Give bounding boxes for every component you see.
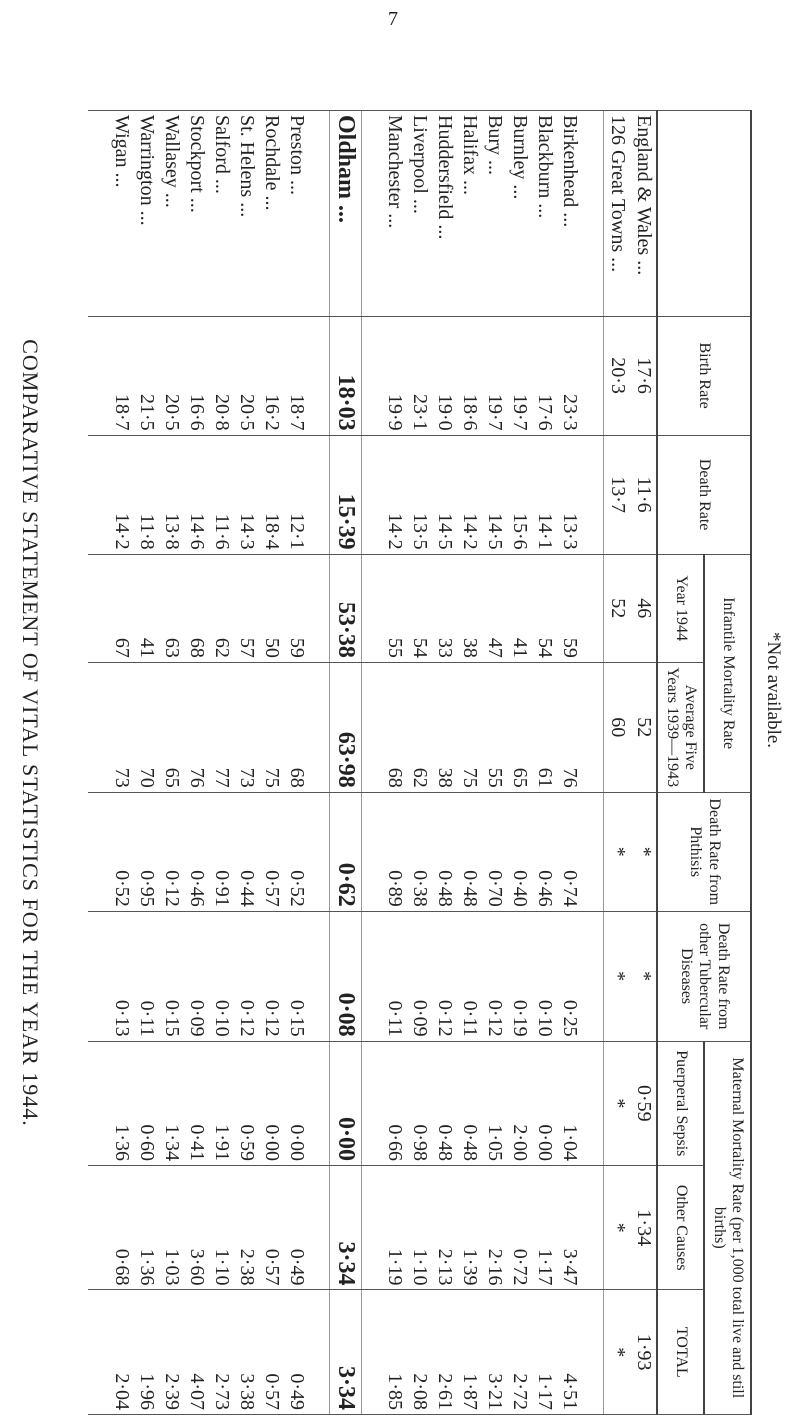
maternal-total-value-line: 2·04 — [110, 1373, 133, 1410]
maternal-total-value-line: 1·85 — [384, 1373, 407, 1410]
infant-year: 46 — [630, 554, 657, 662]
infant-year-value-line: 68 — [185, 637, 208, 658]
phthisis-rate-line: 0·74 — [559, 870, 582, 907]
infant-average-value-line: 61 — [534, 767, 557, 788]
header-infant-year: Year 1944 — [657, 554, 704, 662]
puerperal-sepsis-value-line: 0·41 — [185, 1124, 208, 1162]
puerperal-sepsis-value-line: 1·36 — [110, 1124, 133, 1162]
death-rate: 13·7 — [603, 435, 630, 554]
birth-rate-line: 23·1 — [409, 393, 432, 431]
tubercular-rate-line: 0·12 — [434, 999, 457, 1037]
maternal-total-values — [361, 1290, 603, 1415]
birth-rate-line: 23·3 — [559, 393, 582, 431]
puerperal-sepsis: 0·00 — [330, 1041, 362, 1165]
place-name-line: Salford ... — [210, 115, 233, 194]
place-name-line: Wallasey ... — [160, 115, 183, 208]
footnote-text: *Not available. — [763, 631, 784, 749]
phthisis-rate: * — [630, 792, 657, 911]
infant-average: 52 — [630, 662, 657, 792]
other-causes-value-line: 1·39 — [459, 1248, 482, 1286]
place-name-line: Bury ... — [484, 115, 507, 175]
tubercular-rate-line: 0·09 — [185, 999, 208, 1037]
maternal-total-value-line: 4·51 — [559, 1373, 582, 1410]
death-rate-line: 11·6 — [210, 513, 233, 550]
birth-rate-line: 19·7 — [484, 393, 507, 431]
infant-average-value-line: 75 — [260, 767, 283, 788]
tubercular-rate-line: 0·09 — [409, 999, 432, 1037]
maternal-total-value-line: 3·38 — [235, 1373, 258, 1410]
phthisis-rate: * — [603, 792, 630, 911]
infant-year-value-line: 55 — [384, 637, 407, 658]
death-rate-line: 13·5 — [409, 512, 432, 550]
death-rates — [88, 435, 330, 554]
place-name: 126 Great Towns ... — [603, 111, 630, 317]
phthisis-rate-line: 0·52 — [285, 870, 308, 907]
infant-year-value-line: 57 — [235, 637, 258, 658]
table-row-group-1 — [361, 111, 603, 1415]
maternal-total-value-line: 0·49 — [285, 1373, 308, 1410]
header-infant-average: Average Five Years 1939—1943 — [657, 662, 704, 792]
tubercular-rates — [88, 911, 330, 1041]
tubercular-rate: * — [630, 911, 657, 1041]
maternal-total-value-line: 1·87 — [459, 1373, 482, 1410]
other-causes-values — [88, 1166, 330, 1290]
death-rate-line: 14·2 — [110, 512, 133, 550]
maternal-total-value-line: 1·17 — [534, 1373, 557, 1410]
tubercular-rate-line: 0·10 — [534, 999, 557, 1037]
header-death-rate: Death Rate — [657, 435, 751, 554]
puerperal-sepsis-value-line: 0·48 — [434, 1124, 457, 1162]
place-name-line: Halifax ... — [459, 115, 482, 195]
phthisis-rate-line: 0·46 — [185, 870, 208, 907]
place-name-line: Wigan ... — [110, 115, 133, 188]
phthisis-rate-line: 0·95 — [135, 870, 158, 907]
maternal-total-value-line: 2·39 — [160, 1373, 183, 1410]
infant-average-value-line: 70 — [135, 767, 158, 788]
birth-rate: 18·03 — [330, 316, 362, 435]
other-causes-value-line: 1·03 — [160, 1248, 183, 1286]
other-causes-value-line: 3·60 — [185, 1248, 208, 1286]
birth-rate-line: 20·8 — [210, 393, 233, 431]
infant-average-value-line: 73 — [110, 767, 133, 788]
puerperal-sepsis-value-line: 0·00 — [285, 1124, 308, 1162]
death-rate-line: 14·6 — [185, 512, 208, 550]
maternal-total-value-line: 1·96 — [135, 1373, 158, 1410]
place-names — [88, 111, 330, 317]
header-infantile-mortality: Infantile Mortality Rate — [704, 554, 751, 792]
other-causes-values — [361, 1166, 603, 1290]
infant-average-value-line: 65 — [160, 767, 183, 788]
infant-year: 52 — [603, 554, 630, 662]
place-names — [361, 111, 603, 317]
maternal-total-values — [88, 1290, 330, 1415]
birth-rates — [88, 316, 330, 435]
infant-average-value-line: 68 — [384, 767, 407, 788]
other-causes-value-line: 1·36 — [135, 1248, 158, 1286]
phthisis-rate-line: 0·38 — [409, 870, 432, 907]
other-causes-value-line: 2·38 — [235, 1248, 258, 1286]
tubercular-rate-line: 0·25 — [559, 999, 582, 1037]
maternal-total-value-line: 2·72 — [509, 1373, 532, 1410]
phthisis-rate-line: 0·46 — [534, 870, 557, 907]
table-row-national-2 — [603, 111, 630, 1415]
other-causes-value-line: 0·72 — [509, 1248, 532, 1286]
infant-year-value-line: 50 — [260, 637, 283, 658]
birth-rate-line: 16·6 — [185, 393, 208, 431]
other-causes-value-line: 1·10 — [210, 1248, 233, 1286]
death-rate-line: 18·4 — [260, 512, 283, 550]
phthisis-rate-line: 0·44 — [235, 870, 258, 907]
maternal-total-value-line: 2·73 — [210, 1373, 233, 1410]
death-rate-line: 14·3 — [235, 512, 258, 550]
puerperal-sepsis-value-line: 2·00 — [509, 1124, 532, 1162]
phthisis-rate-line: 0·89 — [384, 870, 407, 907]
infant-average-value-line: 73 — [235, 767, 258, 788]
death-rate-line: 14·5 — [434, 512, 457, 550]
place-name-line: Burnley ... — [509, 115, 532, 200]
rotated-table-wrapper — [88, 110, 752, 1415]
puerperal-sepsis-value-line: 0·66 — [384, 1124, 407, 1162]
puerperal-sepsis-value-line: 1·91 — [210, 1124, 233, 1162]
tubercular-rate-line: 0·12 — [484, 999, 507, 1037]
header-other-causes: Other Causes — [657, 1166, 704, 1290]
death-rate-line: 14·1 — [534, 512, 557, 550]
tubercular-rate-line: 0·11 — [384, 1000, 407, 1037]
birth-rate-line: 20·5 — [235, 393, 258, 431]
infant-average-value-line: 65 — [509, 767, 532, 788]
tubercular-rate: 0·08 — [330, 911, 362, 1041]
maternal-total: 1·93 — [630, 1290, 657, 1415]
place-name-line: Warrington ... — [135, 115, 158, 226]
puerperal-sepsis-value-line: 0·48 — [459, 1124, 482, 1162]
puerperal-sepsis-value-line: 0·00 — [260, 1124, 283, 1162]
phthisis-rates — [361, 792, 603, 911]
death-rate-line: 12·1 — [285, 512, 308, 550]
page-title-text: COMPARATIVE STATEMENT OF VITAL STATISTICS FOR THE YEAR 1944. — [18, 339, 43, 1127]
header-puerperal-sepsis: Puerperal Sepsis — [657, 1041, 704, 1165]
tubercular-rate-line: 0·13 — [110, 999, 133, 1037]
infant-year-value-line: 41 — [509, 637, 532, 658]
tubercular-rate-line: 0·12 — [260, 999, 283, 1037]
phthisis-rate: 0·62 — [330, 792, 362, 911]
infant-average-value-line: 77 — [210, 767, 233, 788]
maternal-total-value-line: 4·07 — [185, 1373, 208, 1410]
vital-statistics-table — [88, 110, 752, 1415]
birth-rate-line: 19·7 — [509, 393, 532, 431]
other-causes-value-line: 1·17 — [534, 1248, 557, 1286]
tubercular-rate-line: 0·19 — [509, 999, 532, 1037]
birth-rate-line: 21·5 — [135, 393, 158, 431]
death-rate-line: 15·6 — [509, 512, 532, 550]
puerperal-sepsis: * — [603, 1041, 630, 1165]
place-name-line: Manchester ... — [384, 115, 407, 229]
birth-rate-line: 19·0 — [434, 393, 457, 431]
maternal-total-value-line: 2·61 — [434, 1373, 457, 1410]
puerperal-sepsis-values — [361, 1041, 603, 1165]
header-maternal-mortality: Maternal Mortality Rate (per 1,000 total live and still births) — [704, 1041, 751, 1414]
infant-year: 53·38 — [330, 554, 362, 662]
puerperal-sepsis-value-line: 1·04 — [559, 1124, 582, 1162]
death-rate-line: 13·8 — [160, 512, 183, 550]
place-name-oldham: Oldham ... — [330, 111, 362, 317]
puerperal-sepsis-value-line: 0·98 — [409, 1124, 432, 1162]
tubercular-rate-line: 0·12 — [235, 999, 258, 1037]
place-name-line: Birkenhead ... — [559, 115, 582, 228]
header-phthisis: Death Rate from Phthisis — [657, 792, 751, 911]
phthisis-rate-line: 0·91 — [210, 870, 233, 907]
infant-year-value-line: 59 — [559, 637, 582, 658]
place-name-line: Blackburn ... — [534, 115, 557, 219]
death-rate-line: 11·8 — [135, 513, 158, 550]
table-row-national-1 — [630, 111, 657, 1415]
header-row-groups — [704, 111, 751, 1415]
phthisis-rate-line: 0·40 — [509, 870, 532, 907]
place-name-line: Stockport ... — [185, 115, 208, 213]
other-causes-value-line: 1·10 — [409, 1248, 432, 1286]
death-rates — [361, 435, 603, 554]
puerperal-sepsis-value-line: 0·60 — [135, 1124, 158, 1162]
infant-average: 63·98 — [330, 662, 362, 792]
header-birth-rate: Birth Rate — [657, 316, 751, 435]
infant-year-value-line: 67 — [110, 637, 133, 658]
phthisis-rates — [88, 792, 330, 911]
infant-year-value-line: 62 — [210, 637, 233, 658]
death-rate: 15·39 — [330, 435, 362, 554]
birth-rate-line: 20·5 — [160, 393, 183, 431]
page-number: 7 — [388, 8, 398, 30]
death-rate-line: 14·5 — [484, 512, 507, 550]
maternal-total-value-line: 2·08 — [409, 1373, 432, 1410]
other-causes: * — [603, 1166, 630, 1290]
maternal-total: 3·34 — [330, 1290, 362, 1415]
infant-average-values — [361, 662, 603, 792]
tubercular-rate-line: 0·10 — [210, 999, 233, 1037]
infant-year-value-line: 63 — [160, 637, 183, 658]
other-causes-value-line: 2·13 — [434, 1248, 457, 1286]
infant-year-value-line: 41 — [135, 637, 158, 658]
maternal-total-value-line: 3·21 — [484, 1373, 507, 1410]
puerperal-sepsis-value-line: 1·05 — [484, 1124, 507, 1162]
birth-rate: 20·3 — [603, 316, 630, 435]
puerperal-sepsis-value-line: 1·34 — [160, 1124, 183, 1162]
tubercular-rate-line: 0·15 — [160, 999, 183, 1037]
birth-rate-line: 17·6 — [534, 393, 557, 431]
infant-year-value-line: 33 — [434, 637, 457, 658]
other-causes-value-line: 0·49 — [285, 1248, 308, 1286]
place-name-line: St. Helens ... — [235, 115, 258, 218]
birth-rate-line: 18·7 — [110, 393, 133, 431]
phthisis-rate-line: 0·52 — [110, 870, 133, 907]
infant-average: 60 — [603, 662, 630, 792]
birth-rate-line: 18·6 — [459, 393, 482, 431]
birth-rate: 17·6 — [630, 316, 657, 435]
infant-average-value-line: 62 — [409, 767, 432, 788]
place-name: England & Wales ... — [630, 111, 657, 317]
infant-year-values — [88, 554, 330, 662]
death-rate-line: 13·3 — [559, 512, 582, 550]
maternal-total: * — [603, 1290, 630, 1415]
infant-average-value-line: 76 — [185, 767, 208, 788]
infant-year-value-line: 47 — [484, 637, 507, 658]
tubercular-rate-line: 0·11 — [135, 1000, 158, 1037]
tubercular-rates — [361, 911, 603, 1041]
header-other-tubercular: Death Rate from other Tubercular Diseases — [657, 911, 751, 1041]
table-row-group-2 — [88, 111, 330, 1415]
infant-average-values — [88, 662, 330, 792]
place-name-line: Liverpool ... — [409, 115, 432, 214]
infant-average-value-line: 76 — [559, 767, 582, 788]
footnote — [755, 560, 791, 820]
phthisis-rate-line: 0·48 — [434, 870, 457, 907]
death-rate-line: 14·2 — [459, 512, 482, 550]
other-causes: 1·34 — [630, 1166, 657, 1290]
other-causes-value-line: 0·57 — [260, 1248, 283, 1286]
puerperal-sepsis-value-line: 0·00 — [534, 1124, 557, 1162]
infant-year-value-line: 54 — [534, 637, 557, 658]
tubercular-rate-line: 0·15 — [285, 999, 308, 1037]
table-frame — [88, 110, 752, 1415]
death-rate-line: 14·2 — [384, 512, 407, 550]
header-place — [657, 111, 751, 317]
birth-rate-line: 19·9 — [384, 393, 407, 431]
phthisis-rate-line: 0·57 — [260, 870, 283, 907]
infant-average-value-line: 68 — [285, 767, 308, 788]
puerperal-sepsis-value-line: 0·59 — [235, 1124, 258, 1162]
other-causes: 3·34 — [330, 1166, 362, 1290]
phthisis-rate-line: 0·48 — [459, 870, 482, 907]
phthisis-rate-line: 0·12 — [160, 870, 183, 907]
infant-average-value-line: 55 — [484, 767, 507, 788]
tubercular-rate-line: 0·11 — [459, 1000, 482, 1037]
death-rate: 11·6 — [630, 435, 657, 554]
infant-year-values — [361, 554, 603, 662]
infant-year-value-line: 59 — [285, 637, 308, 658]
page-title — [0, 88, 60, 1378]
puerperal-sepsis-values — [88, 1041, 330, 1165]
place-name-line: Rochdale ... — [260, 115, 283, 211]
other-causes-value-line: 2·16 — [484, 1248, 507, 1286]
place-name-line: Huddersfield ... — [434, 115, 457, 240]
birth-rate-line: 16·2 — [260, 393, 283, 431]
infant-average-value-line: 75 — [459, 767, 482, 788]
table-row-oldham — [330, 111, 362, 1415]
puerperal-sepsis: 0·59 — [630, 1041, 657, 1165]
header-total: TOTAL — [657, 1290, 704, 1415]
infant-average-value-line: 38 — [434, 767, 457, 788]
tubercular-rate: * — [603, 911, 630, 1041]
other-causes-value-line: 3·47 — [559, 1248, 582, 1286]
birth-rates — [361, 316, 603, 435]
infant-year-value-line: 38 — [459, 637, 482, 658]
other-causes-value-line: 0·68 — [110, 1248, 133, 1286]
other-causes-value-line: 1·19 — [384, 1248, 407, 1286]
place-name-line: Preston ... — [285, 115, 308, 195]
birth-rate-line: 18·7 — [285, 393, 308, 431]
phthisis-rate-line: 0·70 — [484, 870, 507, 907]
maternal-total-value-line: 0·57 — [260, 1373, 283, 1410]
infant-year-value-line: 54 — [409, 637, 432, 658]
